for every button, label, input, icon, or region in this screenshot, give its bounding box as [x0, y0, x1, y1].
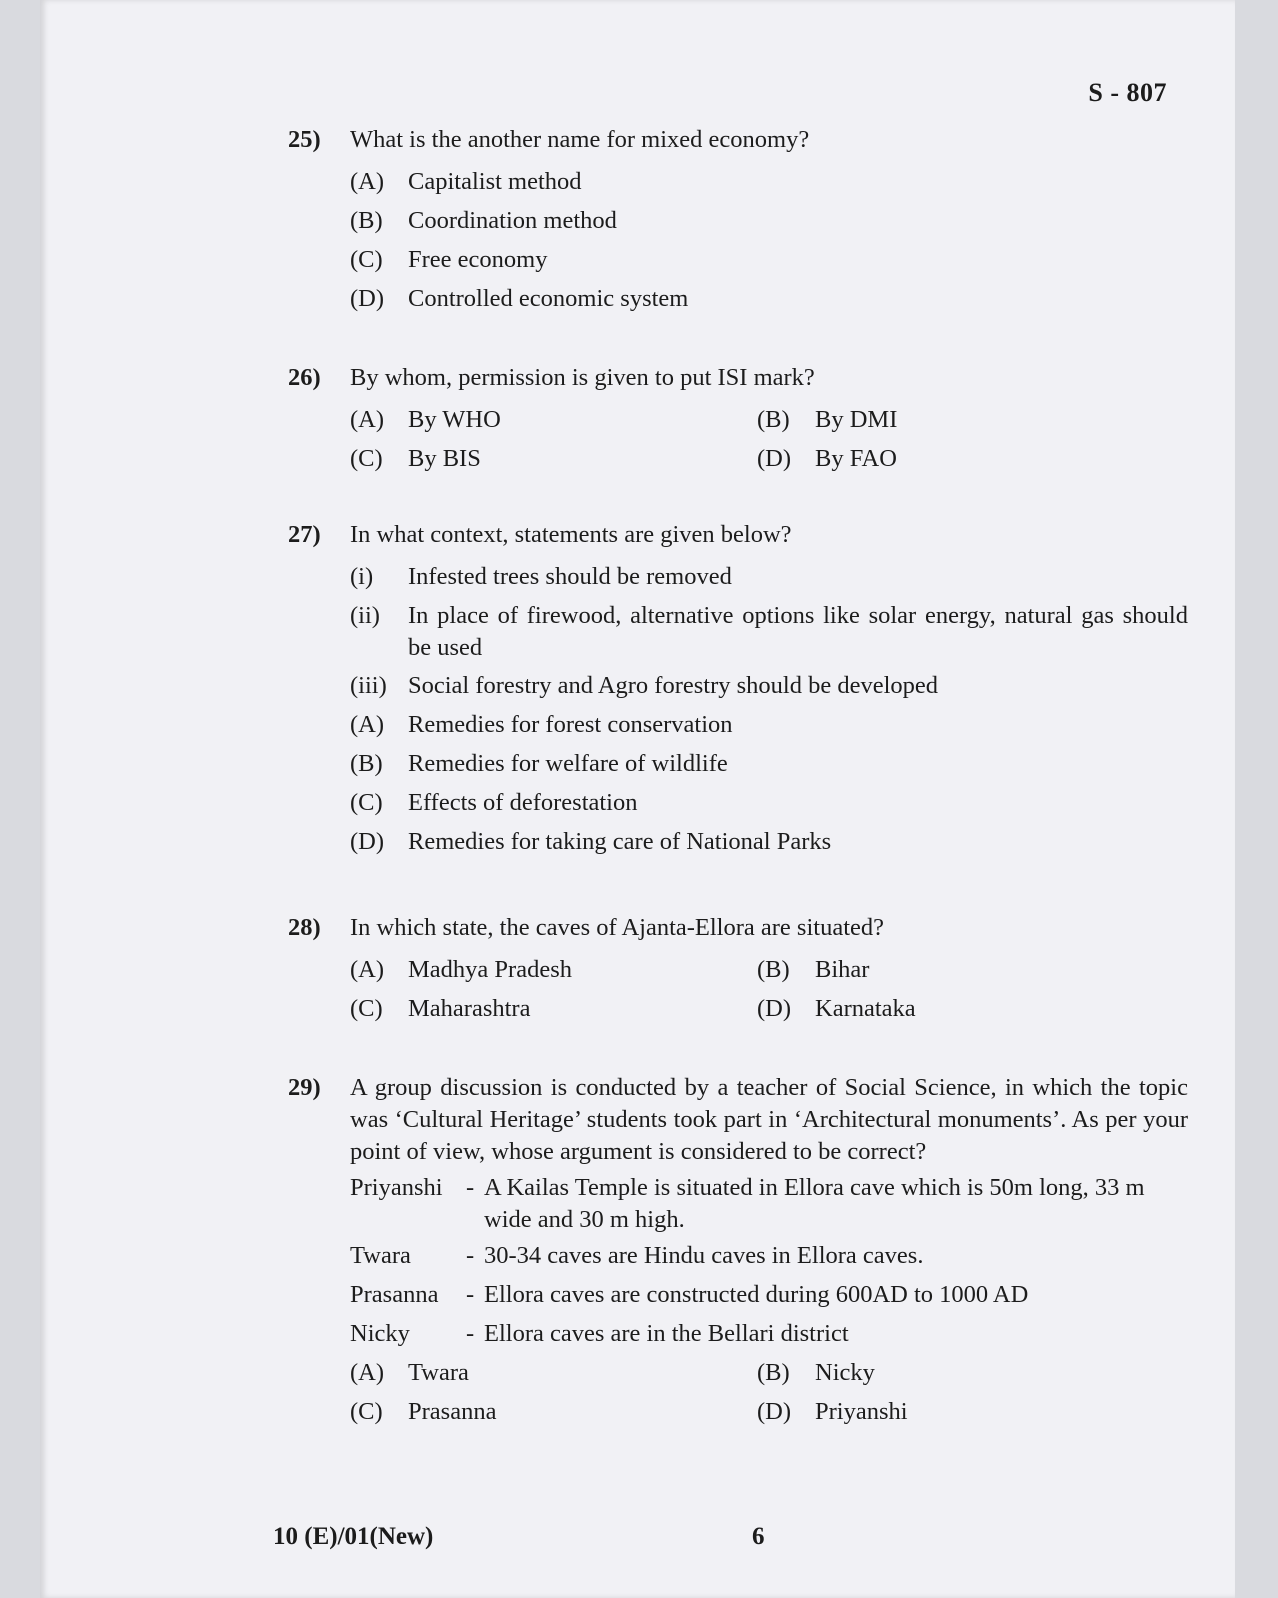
option-d	[350, 279, 1188, 318]
option-text: Bihar	[815, 955, 870, 983]
question-text: In what context, statements are given below?	[350, 521, 792, 548]
option-text: By DMI	[815, 405, 898, 433]
question-text: By whom, permission is given to put ISI mark?	[350, 364, 815, 391]
option-text: Effects of deforestation	[408, 788, 638, 816]
option-label: (B)	[350, 749, 383, 777]
question-29	[288, 1072, 1188, 1431]
statement-ii	[350, 596, 1188, 664]
option-c	[350, 993, 757, 1025]
option-d	[350, 822, 1188, 861]
option-label: (A)	[350, 1358, 385, 1386]
option-text: Prasanna	[408, 1397, 497, 1425]
option-text: By BIS	[408, 444, 481, 472]
option-a	[350, 162, 1188, 201]
option-text: Karnataka	[815, 994, 916, 1022]
argument-text: Ellora caves are constructed during 600AD to 1000 AD	[484, 1281, 1029, 1308]
option-label: (B)	[757, 1358, 790, 1386]
option-d	[757, 1396, 1164, 1428]
option-label: (C)	[350, 788, 383, 816]
option-text: Controlled economic system	[408, 284, 689, 312]
paper-code: S - 807	[1088, 78, 1167, 107]
dash-separator: -	[466, 1320, 475, 1347]
student-name: Priyanshi	[350, 1174, 443, 1201]
question-number: 27)	[288, 521, 321, 548]
option-row	[350, 439, 1188, 478]
option-label: (C)	[350, 994, 383, 1022]
footer-code: 10 (E)/01(New)	[273, 1523, 434, 1550]
option-row	[350, 1392, 1188, 1431]
option-label: (C)	[350, 1397, 383, 1425]
statement-iii	[350, 666, 1188, 705]
question-text: What is the another name for mixed economy?	[350, 126, 810, 153]
student-name: Twara	[350, 1242, 411, 1269]
option-text: Free economy	[408, 245, 548, 273]
option-d	[757, 443, 1164, 475]
argument-nicky	[350, 1314, 1188, 1353]
dash-separator: -	[466, 1242, 475, 1269]
question-25	[288, 124, 1188, 318]
statement-i	[350, 557, 1188, 596]
option-label: (A)	[350, 167, 385, 195]
option-text: By WHO	[408, 405, 501, 433]
option-a	[350, 404, 757, 436]
option-row	[350, 989, 1188, 1028]
question-26	[288, 362, 1188, 478]
argument-text: A Kailas Temple is situated in Ellora cave which is 50m long, 33 m wide and 30 m high.	[484, 1174, 1145, 1233]
option-label: (A)	[350, 405, 385, 433]
option-label: (D)	[757, 444, 792, 472]
question-number: 29)	[288, 1074, 321, 1101]
statement-label: (iii)	[350, 671, 387, 699]
option-label: (C)	[350, 245, 383, 273]
option-text: Remedies for welfare of wildlife	[408, 749, 728, 777]
option-text: Priyanshi	[815, 1397, 908, 1425]
statement-text: Social forestry and Agro forestry should be developed	[408, 671, 939, 699]
option-b	[757, 404, 1164, 436]
option-d	[757, 993, 1164, 1025]
question-text: A group discussion is conducted by a teacher of Social Science, in which the topic was ‘Cultural Heritage’ students took part in ‘Architectural monuments’. As per your point of view, whose argument is considered to be correct?	[350, 1074, 1188, 1165]
option-c	[350, 783, 1188, 822]
page-number: 6	[752, 1523, 765, 1550]
option-b	[350, 201, 1188, 240]
option-row	[350, 1353, 1188, 1392]
question-number: 28)	[288, 914, 321, 941]
option-row	[350, 950, 1188, 989]
option-text: Remedies for forest conservation	[408, 710, 733, 738]
option-text: Twara	[408, 1358, 469, 1386]
option-text: Remedies for taking care of National Parks	[408, 827, 832, 855]
question-number: 26)	[288, 364, 321, 391]
statement-text: Infested trees should be removed	[408, 562, 732, 590]
option-a	[350, 705, 1188, 744]
option-text: Maharashtra	[408, 994, 531, 1022]
option-label: (B)	[757, 955, 790, 983]
statement-text: In place of firewood, alternative options like solar energy, natural gas should be used	[408, 602, 1188, 661]
option-label: (D)	[350, 827, 385, 855]
argument-text: Ellora caves are in the Bellari district	[484, 1320, 849, 1347]
option-b	[757, 1357, 1164, 1389]
option-c	[350, 443, 757, 475]
student-name: Prasanna	[350, 1281, 439, 1308]
option-text: Coordination method	[408, 206, 617, 234]
question-number: 25)	[288, 126, 321, 153]
option-label: (B)	[350, 206, 383, 234]
argument-priyanshi	[350, 1168, 1188, 1236]
argument-text: 30-34 caves are Hindu caves in Ellora caves.	[484, 1242, 924, 1269]
option-row	[350, 400, 1188, 439]
dash-separator: -	[466, 1281, 475, 1308]
option-a	[350, 1357, 757, 1389]
exam-sheet	[40, 0, 1235, 1598]
argument-prasanna	[350, 1275, 1188, 1314]
argument-twara	[350, 1236, 1188, 1275]
statement-label: (i)	[350, 562, 374, 590]
option-c	[350, 1396, 757, 1428]
option-text: By FAO	[815, 444, 897, 472]
question-text: In which state, the caves of Ajanta-Ellora are situated?	[350, 914, 885, 941]
option-c	[350, 240, 1188, 279]
option-text: Nicky	[815, 1358, 875, 1386]
option-label: (D)	[350, 284, 385, 312]
option-label: (D)	[757, 994, 792, 1022]
option-text: Capitalist method	[408, 167, 582, 195]
statement-label: (ii)	[350, 602, 380, 629]
option-label: (A)	[350, 955, 385, 983]
question-28	[288, 912, 1188, 1028]
student-name: Nicky	[350, 1320, 410, 1347]
option-label: (B)	[757, 405, 790, 433]
option-label: (D)	[757, 1397, 792, 1425]
option-b	[757, 954, 1164, 986]
option-a	[350, 954, 757, 986]
option-b	[350, 744, 1188, 783]
option-text: Madhya Pradesh	[408, 955, 572, 983]
option-label: (A)	[350, 710, 385, 738]
question-27	[288, 519, 1188, 861]
option-label: (C)	[350, 444, 383, 472]
dash-separator: -	[466, 1174, 475, 1201]
